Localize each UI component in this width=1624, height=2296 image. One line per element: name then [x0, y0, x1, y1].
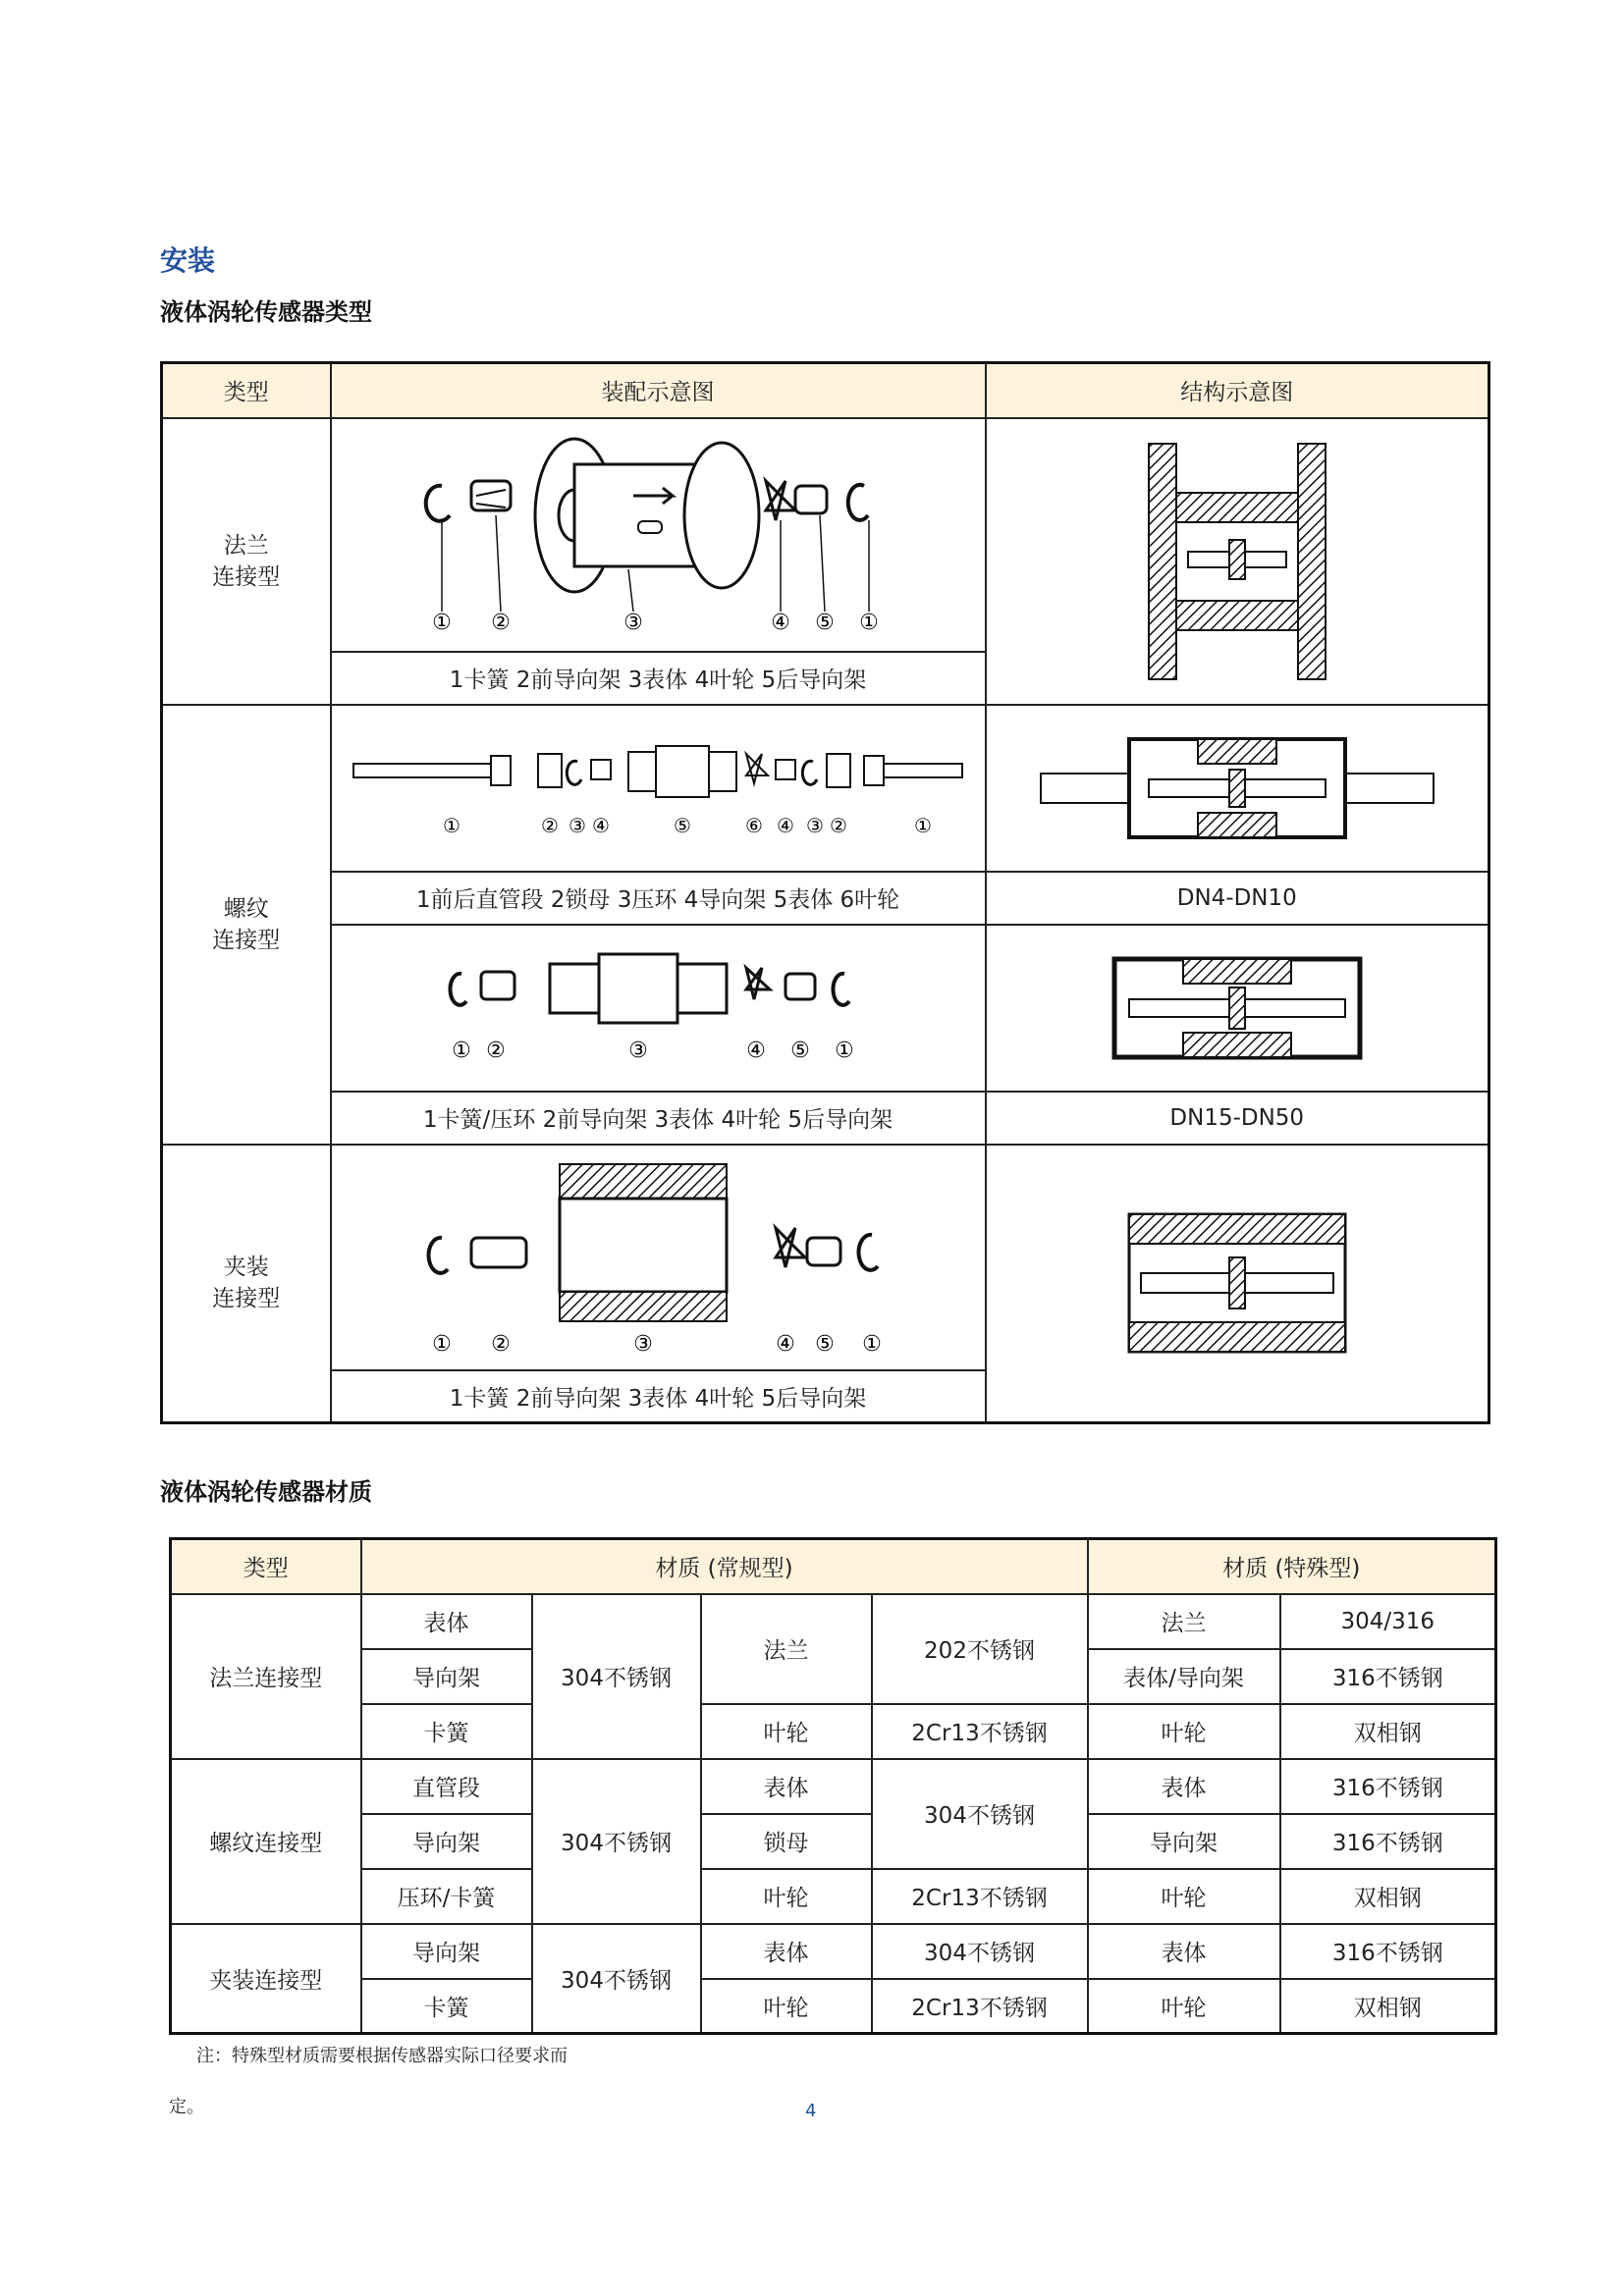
type-flange-cell — [162, 418, 331, 705]
mat-part: 导向架 — [361, 1649, 532, 1704]
clamp-structure-svg — [1119, 1204, 1355, 1362]
flange-assembly-svg — [403, 427, 913, 643]
clamp-caption: 1卡簧 2前导向架 3表体 4叶轮 5后导向架 — [331, 1370, 986, 1423]
type-thread-cell — [162, 705, 331, 1145]
mat-sub-name: 锁母 — [701, 1814, 872, 1869]
part-number-label: ⑤ — [815, 610, 835, 635]
part-number-label: ⑤ — [815, 1331, 835, 1357]
flange-structure-svg — [1139, 434, 1335, 689]
footnote: 注：特殊型材质需要根据传感器实际口径要求而 — [196, 2046, 568, 2066]
mat-sub-name: 表体 — [701, 1924, 872, 1979]
mat-sub-material: 2Cr13不锈钢 — [872, 1979, 1088, 2034]
section-title: 安装 — [160, 244, 216, 277]
mat-header-type: 类型 — [171, 1539, 361, 1594]
mat-special-material: 304/316 — [1280, 1594, 1496, 1649]
part-number-label: ③ — [628, 1038, 648, 1063]
mat-sub-material: 202不锈钢 — [872, 1594, 1088, 1704]
part-number-label: ② — [541, 813, 559, 837]
type-flange-line2: 连接型 — [212, 563, 281, 590]
part-number-label: ② — [830, 813, 847, 837]
mat-sub-material: 2Cr13不锈钢 — [872, 1704, 1088, 1759]
mat-main: 304不锈钢 — [532, 1594, 701, 1759]
thread-small-assembly-diagram — [331, 705, 986, 872]
part-number-label: ④ — [776, 1331, 795, 1357]
mat-header-special: 材质 (特殊型) — [1088, 1539, 1496, 1594]
mat-special-material: 316不锈钢 — [1280, 1649, 1496, 1704]
mat-special-material: 316不锈钢 — [1280, 1814, 1496, 1869]
types-title: 液体涡轮传感器类型 — [160, 298, 372, 326]
part-number-label: ② — [491, 1331, 511, 1357]
part-number-label: ③ — [623, 610, 643, 635]
mat-part: 卡簧 — [361, 1704, 532, 1759]
mat-special-material: 双相钢 — [1280, 1869, 1496, 1924]
thread-small-size: DN4-DN10 — [986, 872, 1489, 925]
part-number-label: ② — [486, 1038, 506, 1063]
thread-large-assembly-diagram — [331, 925, 986, 1092]
mat-sub-material: 304不锈钢 — [872, 1759, 1088, 1869]
part-number-label: ① — [432, 1331, 452, 1357]
mat-special-name: 表体/导向架 — [1088, 1649, 1280, 1704]
part-number-label: ③ — [633, 1331, 653, 1357]
thread-small-structure-diagram — [986, 705, 1489, 872]
mat-special-material: 316不锈钢 — [1280, 1759, 1496, 1814]
flange-assembly-diagram — [331, 418, 986, 652]
part-number-label: ⑤ — [790, 1038, 810, 1063]
part-number-label: ① — [452, 1038, 471, 1063]
part-number-label: ⑤ — [674, 813, 691, 837]
part-number-label: ① — [859, 610, 879, 635]
mat-special-name: 导向架 — [1088, 1814, 1280, 1869]
type-flange-line1: 法兰 — [223, 532, 269, 559]
mat-special-material: 双相钢 — [1280, 1979, 1496, 2034]
mat-sub-name: 法兰 — [701, 1594, 872, 1704]
type-clamp-line2: 连接型 — [212, 1286, 281, 1312]
part-number-label: ④ — [592, 813, 610, 837]
type-clamp-line1: 夹装 — [223, 1255, 269, 1281]
mat-sub-name: 叶轮 — [701, 1979, 872, 2034]
mat-main: 304不锈钢 — [532, 1924, 701, 2034]
mat-type-flange: 法兰连接型 — [171, 1594, 361, 1759]
materials-table — [169, 1537, 1497, 2035]
mat-sub-material: 304不锈钢 — [872, 1924, 1088, 1979]
mat-special-name: 法兰 — [1088, 1594, 1280, 1649]
type-clamp-cell — [162, 1145, 331, 1423]
part-number-label: ⑥ — [745, 813, 763, 837]
part-number-label: ① — [862, 1331, 882, 1357]
thread-large-size: DN15-DN50 — [986, 1092, 1489, 1145]
mat-special-name: 叶轮 — [1088, 1869, 1280, 1924]
part-number-label: ③ — [568, 813, 586, 837]
mat-header-regular: 材质 (常规型) — [361, 1539, 1088, 1594]
thread-large-structure-svg — [1105, 944, 1370, 1072]
mat-special-name: 表体 — [1088, 1759, 1280, 1814]
part-number-label: ④ — [746, 1038, 766, 1063]
thread-small-structure-svg — [1031, 724, 1443, 852]
thread-large-caption: 1卡簧/压环 2前导向架 3表体 4叶轮 5后导向架 — [331, 1092, 986, 1145]
flange-caption: 1卡簧 2前导向架 3表体 4叶轮 5后导向架 — [331, 652, 986, 705]
mat-part: 压环/卡簧 — [361, 1869, 532, 1924]
mat-special-name: 叶轮 — [1088, 1704, 1280, 1759]
mat-special-name: 表体 — [1088, 1924, 1280, 1979]
thread-small-assembly-svg — [344, 715, 972, 862]
part-number-label: ① — [443, 813, 460, 837]
header-structure: 结构示意图 — [986, 363, 1489, 418]
mat-special-name: 叶轮 — [1088, 1979, 1280, 2034]
part-number-label: ① — [432, 610, 452, 635]
part-number-label: ① — [835, 1038, 854, 1063]
header-assembly: 装配示意图 — [331, 363, 986, 418]
thread-large-structure-diagram — [986, 925, 1489, 1092]
thread-large-assembly-svg — [432, 934, 884, 1082]
part-number-label: ④ — [771, 610, 790, 635]
mat-type-clamp: 夹装连接型 — [171, 1924, 361, 2034]
mat-sub-name: 叶轮 — [701, 1704, 872, 1759]
part-number-label: ③ — [806, 813, 824, 837]
mat-part: 卡簧 — [361, 1979, 532, 2034]
mat-type-thread: 螺纹连接型 — [171, 1759, 361, 1924]
mat-part: 直管段 — [361, 1759, 532, 1814]
thread-small-caption: 1前后直管段 2锁母 3压环 4导向架 5表体 6叶轮 — [331, 872, 986, 925]
clamp-assembly-diagram — [331, 1145, 986, 1370]
mat-part: 导向架 — [361, 1814, 532, 1869]
part-number-label: ① — [914, 813, 932, 837]
mat-sub-name: 叶轮 — [701, 1869, 872, 1924]
part-number-label: ④ — [777, 813, 794, 837]
header-type: 类型 — [162, 363, 331, 418]
clamp-assembly-svg — [403, 1154, 913, 1361]
part-number-label: ② — [491, 610, 511, 635]
page-number: 4 — [805, 2101, 817, 2121]
mat-sub-name: 表体 — [701, 1759, 872, 1814]
mat-sub-material: 2Cr13不锈钢 — [872, 1869, 1088, 1924]
mat-special-material: 双相钢 — [1280, 1704, 1496, 1759]
materials-title: 液体涡轮传感器材质 — [160, 1478, 372, 1506]
sensor-types-table — [160, 361, 1490, 1424]
flange-structure-diagram — [986, 418, 1489, 705]
mat-main: 304不锈钢 — [532, 1759, 701, 1924]
mat-part: 导向架 — [361, 1924, 532, 1979]
mat-special-material: 316不锈钢 — [1280, 1924, 1496, 1979]
footnote-continued: 定。 — [169, 2097, 204, 2117]
type-thread-line2: 连接型 — [212, 927, 281, 953]
type-thread-line1: 螺纹 — [223, 895, 269, 922]
clamp-structure-diagram — [986, 1145, 1489, 1423]
mat-part: 表体 — [361, 1594, 532, 1649]
